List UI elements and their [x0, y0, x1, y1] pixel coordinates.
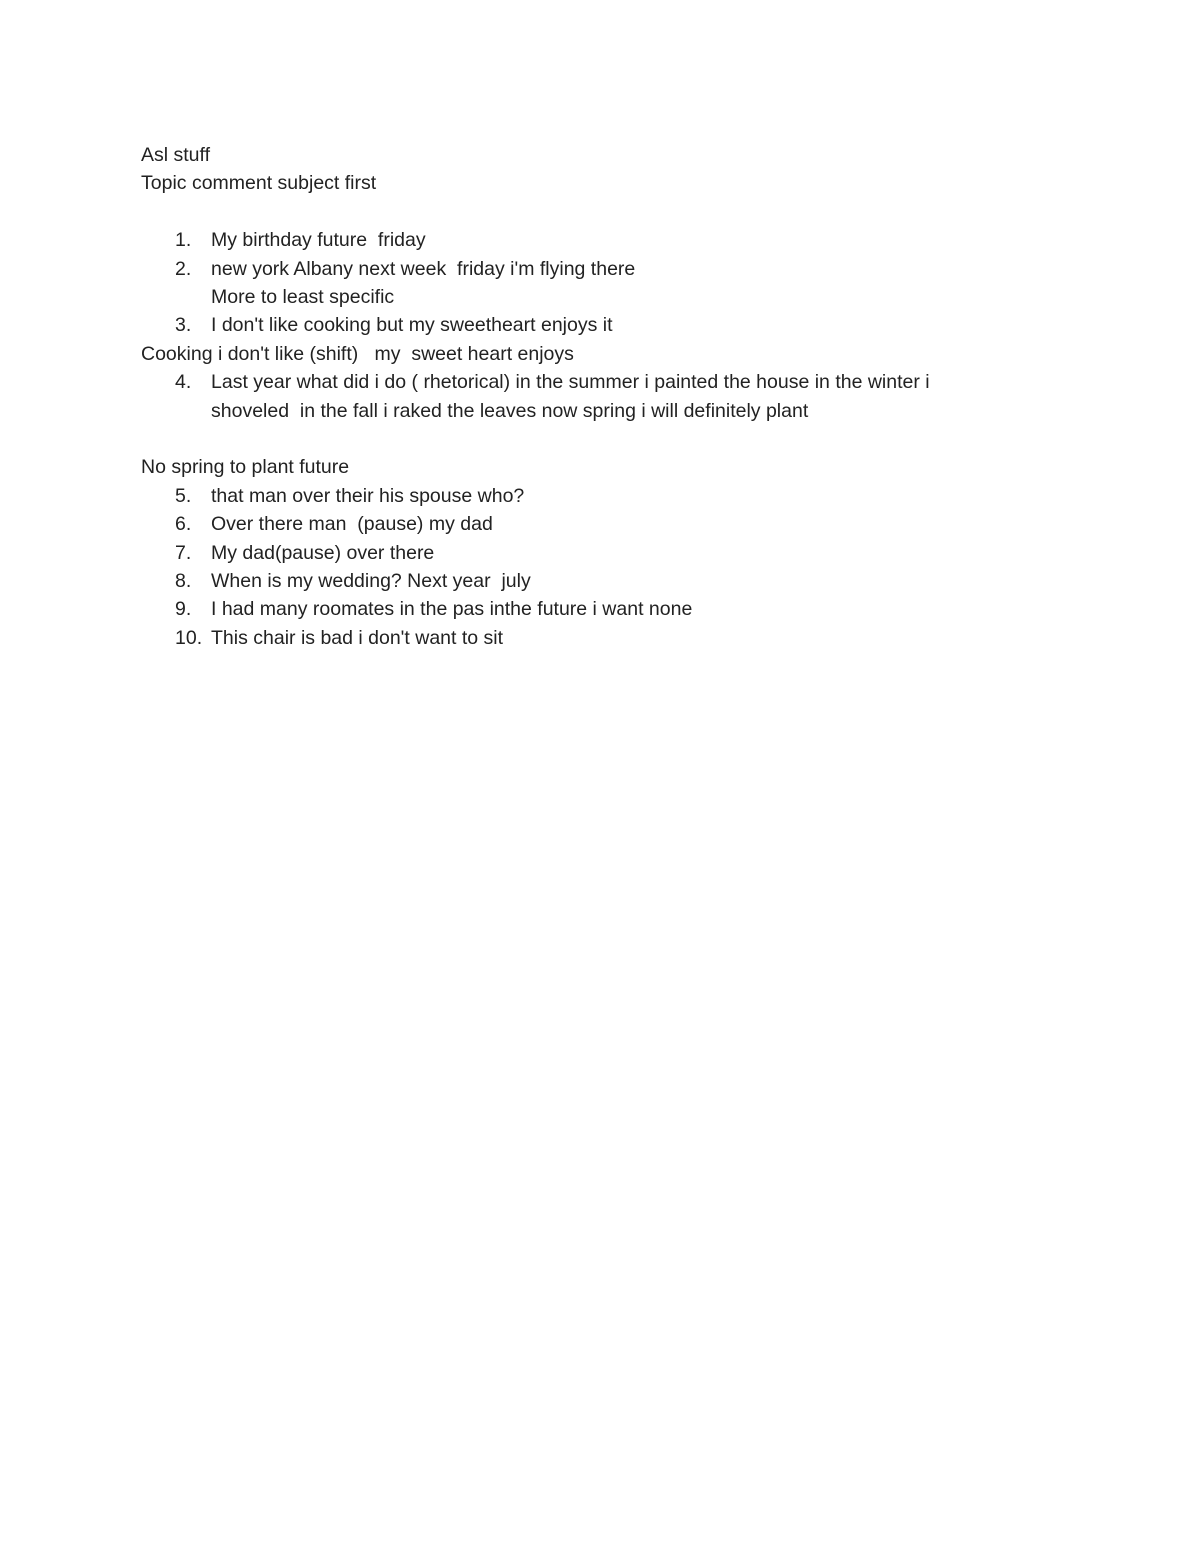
list-item-text: Last year what did i do ( rhetorical) in the summer i painted the house in the winter i — [211, 371, 930, 394]
document-body — [141, 141, 1061, 652]
list-item — [141, 255, 1061, 283]
list-item — [141, 226, 1061, 254]
list-item-text: I had many roomates in the pas inthe future i want none — [211, 598, 693, 621]
list-item-text: I don't like cooking but my sweetheart enjoys it — [211, 314, 613, 337]
list-number: 6. — [175, 513, 192, 536]
list-number: 5. — [175, 484, 192, 507]
list-item — [141, 567, 1061, 595]
list-item-text: My birthday future friday — [211, 229, 426, 252]
list-number: 8. — [175, 570, 192, 593]
list-number: 4. — [175, 371, 192, 394]
list-number: 9. — [175, 598, 192, 621]
list-item-continuation: shoveled in the fall i raked the leaves now spring i will definitely plant — [211, 399, 809, 422]
list-item — [141, 510, 1061, 538]
blank-line — [141, 198, 1061, 226]
list-number: 2. — [175, 257, 192, 280]
spring-line: No spring to plant future — [141, 456, 350, 479]
list-number: 7. — [175, 541, 192, 564]
cooking-line: Cooking i don't like (shift) my sweet heart enjoys — [141, 342, 574, 365]
list-item — [141, 624, 1061, 652]
list-item — [141, 595, 1061, 623]
blank-line — [141, 425, 1061, 453]
list-item — [141, 368, 1061, 396]
list-item — [141, 539, 1061, 567]
list-item-note: More to least specific — [211, 286, 395, 309]
list-number: 10. — [175, 626, 203, 649]
document-title: Asl stuff — [141, 144, 211, 166]
list-item-text: that man over their his spouse who? — [211, 484, 525, 507]
list-item-text: Over there man (pause) my dad — [211, 513, 493, 536]
list-number: 3. — [175, 314, 192, 337]
list-item-text: new york Albany next week friday i'm flying there — [211, 257, 636, 280]
list-item — [141, 482, 1061, 510]
list-item-text: This chair is bad i don't want to sit — [211, 626, 504, 649]
list-number: 1. — [175, 229, 192, 252]
list-item-text: When is my wedding? Next year july — [211, 570, 531, 593]
list-item-text: My dad(pause) over there — [211, 541, 435, 564]
document-subtitle: Topic comment subject first — [141, 172, 377, 195]
list-item — [141, 311, 1061, 339]
